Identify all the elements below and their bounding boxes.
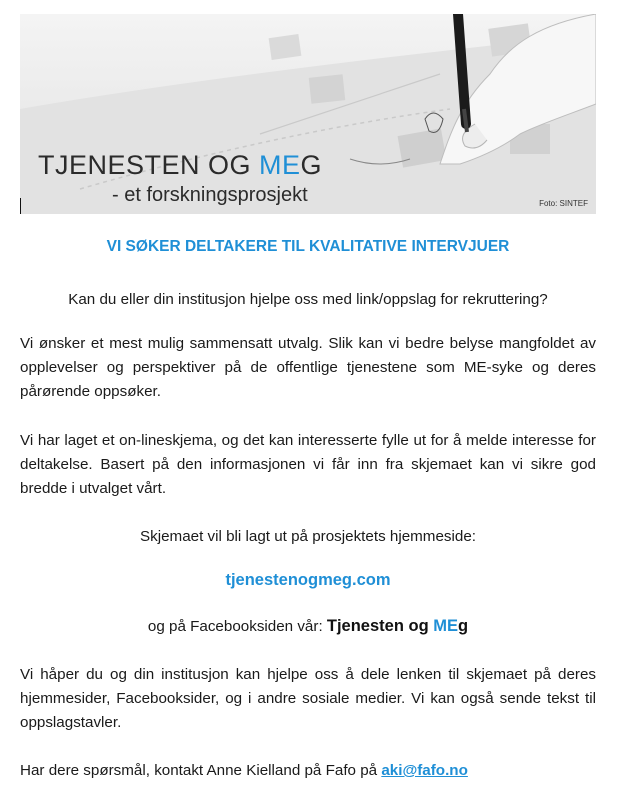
paragraph-2: Vi har laget et on-lineskjema, og det kan interesserte fylle ut for å melde interesse for deltakelse. Basert på den informasjonen vi får inn fra skjemaet kan vi sikre god bredde i utvalget vårt. bbox=[20, 432, 596, 497]
contact-text: Har dere spørsmål, kontakt Anne Kielland på Fafo på bbox=[20, 762, 382, 779]
text-cursor bbox=[20, 198, 21, 214]
facebook-line bbox=[20, 614, 596, 639]
homepage-line bbox=[20, 568, 596, 593]
banner-title: TJENESTEN OG MEG bbox=[38, 150, 323, 180]
contact-line bbox=[20, 759, 596, 783]
contact-email-link[interactable]: aki@fafo.no bbox=[381, 762, 468, 779]
banner-title-highlight: ME bbox=[259, 150, 301, 180]
facebook-page-name[interactable]: Tjenesten og MEg bbox=[326, 617, 469, 635]
page-heading: VI SØKER DELTAKERE TIL KVALITATIVE INTERVJUER bbox=[106, 238, 510, 255]
banner-subtitle: - et forskningsprosjekt bbox=[112, 184, 308, 206]
photo-credit: Foto: SINTEF bbox=[539, 199, 588, 208]
paragraph-3: Vi håper du og din institusjon kan hjelpe oss å dele lenken til skjemaet på deres hjemmesider, Facebooksider, og i andre sosiale medier. Vi kan også sende tekst til oppslagstavler. bbox=[20, 666, 596, 731]
intro-question: Kan du eller din institusjon hjelpe oss med link/oppslag for rekruttering? bbox=[68, 291, 548, 308]
paragraph-1: Vi ønsker et mest mulig sammensatt utvalg. Slik kan vi bedre belyse mangfoldet av opplevelser og perspektiver på de offentlige tjenestene som ME-syke og deres pårørende oppsøker. bbox=[20, 335, 596, 400]
homepage-link[interactable]: tjenestenogmeg.com bbox=[225, 571, 391, 589]
homepage-intro: Skjemaet vil bli lagt ut på prosjektets hjemmeside: bbox=[140, 528, 476, 545]
header-banner bbox=[20, 14, 596, 214]
banner-photo bbox=[20, 14, 596, 214]
facebook-intro: og på Facebooksiden vår: bbox=[147, 618, 327, 635]
